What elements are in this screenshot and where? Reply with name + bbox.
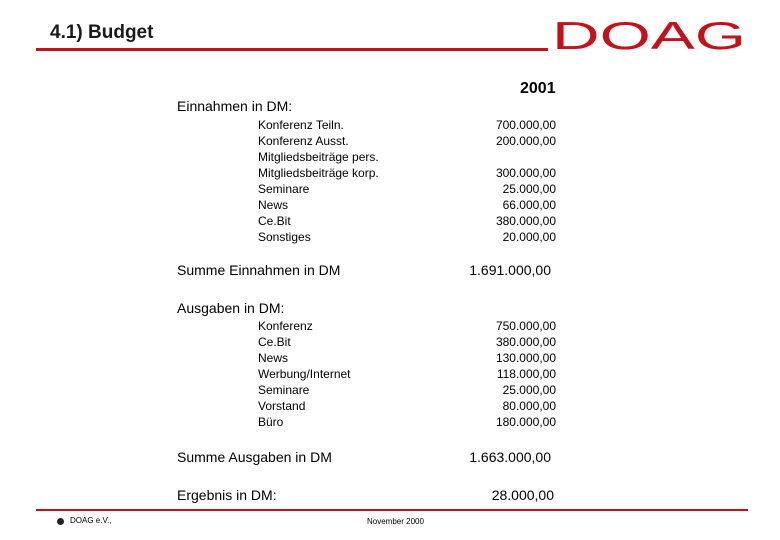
income-label: Sonstiges [258, 230, 311, 244]
income-label: News [258, 198, 289, 212]
income-label: Mitgliedsbeiträge korp. [258, 166, 379, 180]
income-label: Mitgliedsbeiträge pers. [258, 150, 379, 164]
income-value: 20.000,00 [502, 230, 556, 244]
income-label: Ce.Bit [258, 214, 291, 228]
expense-value: 750.000,00 [495, 319, 556, 333]
page-title: 4.1) Budget [50, 22, 154, 43]
bullet-icon [57, 518, 64, 525]
income-value: 700.000,00 [495, 118, 556, 132]
income-value: 200.000,00 [495, 134, 556, 148]
expense-value: 180.000,00 [495, 415, 556, 429]
expenses-sum-value: 1.663.000,00 [469, 449, 551, 465]
footer-rule [36, 509, 748, 511]
expense-label: Büro [258, 415, 284, 429]
income-label: Konferenz Ausst. [258, 134, 349, 148]
footer-date: November 2000 [367, 517, 424, 526]
expense-label: Seminare [258, 383, 310, 397]
income-sum-label: Summe Einnahmen in DM [177, 262, 341, 278]
header-rule [36, 48, 548, 51]
result-value: 28.000,00 [491, 487, 554, 503]
expense-value: 130.000,00 [495, 351, 556, 365]
year-header: 2001 [520, 80, 556, 97]
doag-logo [552, 18, 748, 52]
expense-label: Ce.Bit [258, 335, 291, 349]
expenses-sum-label: Summe Ausgaben in DM [177, 449, 332, 465]
expense-label: Konferenz [258, 319, 313, 333]
income-labels [258, 117, 379, 245]
logo-text: DOAG [552, 18, 746, 52]
expense-value: 118.000,00 [496, 367, 556, 381]
income-value: 380.000,00 [495, 214, 556, 228]
income-label: Seminare [258, 182, 310, 196]
income-sum-value: 1.691.000,00 [469, 262, 551, 278]
expense-label: Vorstand [258, 399, 306, 413]
expenses-labels [258, 318, 351, 430]
expense-value: 380.000,00 [495, 335, 556, 349]
expenses-heading: Ausgaben in DM: [177, 300, 285, 316]
footer-organization: DOAG e.V., [70, 516, 112, 525]
income-value: 66.000,00 [502, 198, 556, 212]
income-values [436, 117, 556, 245]
expenses-values [436, 318, 556, 430]
income-value: 25.000,00 [502, 182, 556, 196]
income-label: Konferenz Teiln. [258, 118, 344, 132]
expense-value: 25.000,00 [502, 383, 556, 397]
expense-label: Werbung/Internet [258, 367, 351, 381]
expense-value: 80.000,00 [502, 399, 556, 413]
expense-label: News [258, 351, 289, 365]
result-label: Ergebnis in DM: [177, 487, 277, 503]
income-value: 300.000,00 [495, 166, 556, 180]
income-heading: Einnahmen in DM: [177, 98, 293, 114]
income-value [436, 149, 556, 165]
